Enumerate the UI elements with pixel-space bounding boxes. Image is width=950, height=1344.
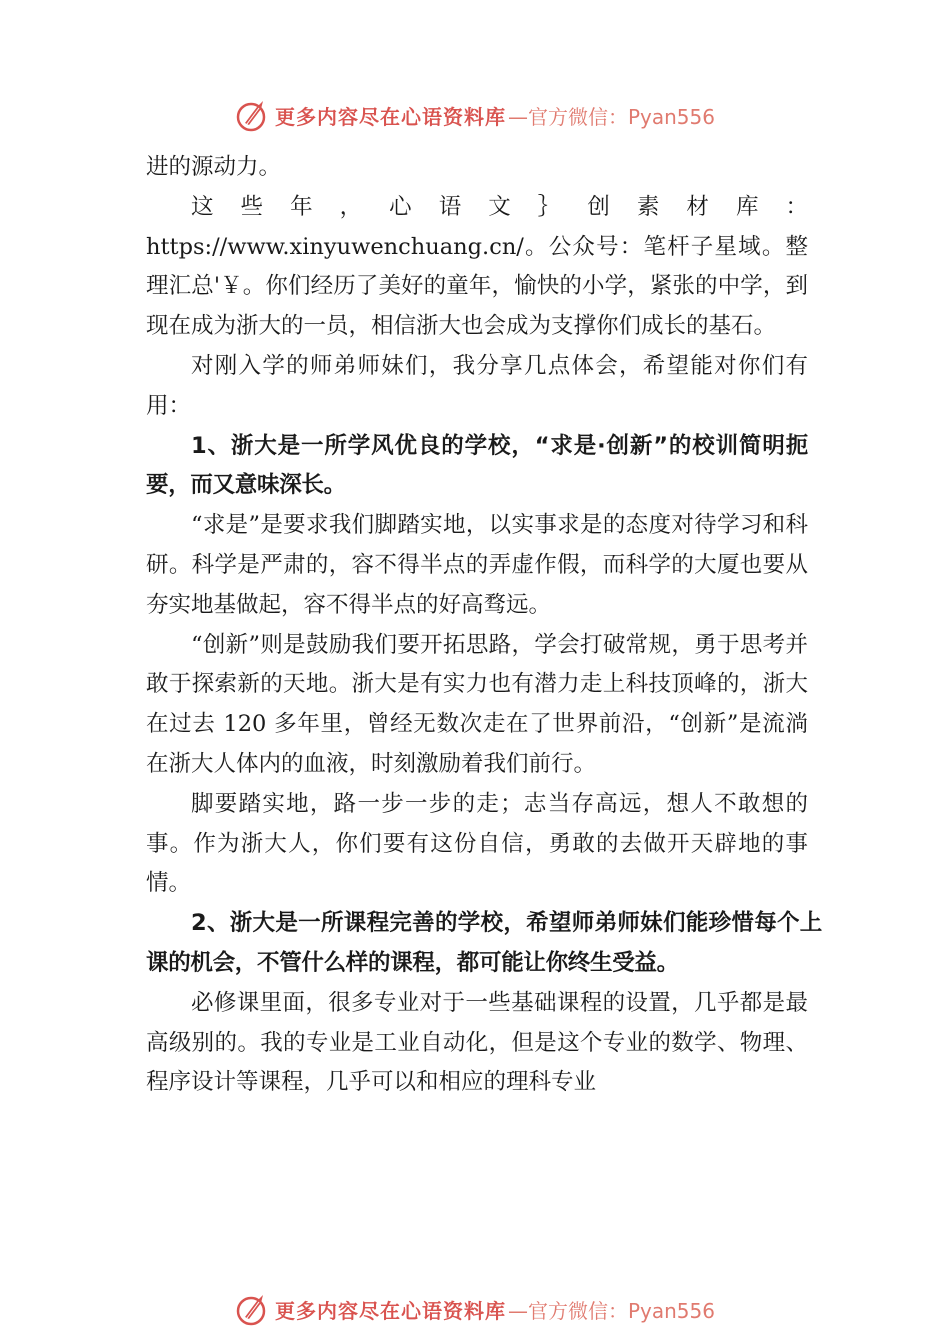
section-heading: 1、浙大是一所学风优良的学校，“求是·创新”的校训简明扼要，而又意味深长。 bbox=[146, 432, 808, 499]
banner-contact-text: —官方微信：Pyan556 bbox=[507, 104, 715, 129]
banner-contact-text: —官方微信：Pyan556 bbox=[507, 1298, 715, 1323]
paragraph: 必修课里面，很多专业对于一些基础课程的设置，几乎都是最高级别的。我的专业是工业自动化，但是这个专业的数学、物理、程序设计等课程，几乎可以和相应的理科专业 bbox=[146, 989, 808, 1096]
header-banner bbox=[0, 93, 950, 137]
paragraph: 这 些 年 ， 心 语 文 ｝ 创 素 材 库 ： https://www.xinyuwenchuang.cn/。公众号：笔杆子星域。整理汇总'￥。你们经历了美好的童年，愉快的小学，紧张的中学，到现在成为浙大的一员，相信浙大也会成为支撑你们成长的基石。 bbox=[146, 193, 808, 340]
paragraph: 对刚入学的师弟师妹们，我分享几点体会，希望能对你们有用： bbox=[146, 352, 808, 419]
paragraph: “求是”是要求我们脚踏实地，以实事求是的态度对待学习和科研。科学是严肃的，容不得半点的弄虚作假，而科学的大厦也要从夯实地基做起，容不得半点的好高骛远。 bbox=[146, 512, 808, 618]
paragraph: 进的源动力。 bbox=[146, 154, 282, 180]
paragraph: “创新”则是鼓励我们要开拓思路，学会打破常规，勇于思考并敢于探索新的天地。浙大是有实力也有潜力走上科技顶峰的，浙大在过去 120 多年里，曾经无数次走在了世界前沿，“创新”是流淌在浙大人体内的血液，时刻激励着我们前行。 bbox=[146, 631, 808, 777]
banner-site-text: 更多内容尽在心语资料库 bbox=[274, 104, 506, 129]
document-body bbox=[146, 148, 822, 1103]
section-heading: 2、浙大是一所课程完善的学校，希望师弟师妹们能珍惜每个上课的机会，不管什么样的课程，都可能让你终生受益。 bbox=[146, 910, 822, 976]
paragraph: 脚要踏实地，路一步一步的走；志当存高远，想人不敢想的事。作为浙大人，你们要有这份自信，勇敢的去做开天辟地的事情。 bbox=[146, 790, 808, 897]
banner-site-text: 更多内容尽在心语资料库 bbox=[274, 1298, 506, 1323]
quill-logo-icon bbox=[235, 1291, 271, 1327]
quill-logo-icon bbox=[235, 97, 271, 133]
footer-banner bbox=[0, 1287, 950, 1331]
